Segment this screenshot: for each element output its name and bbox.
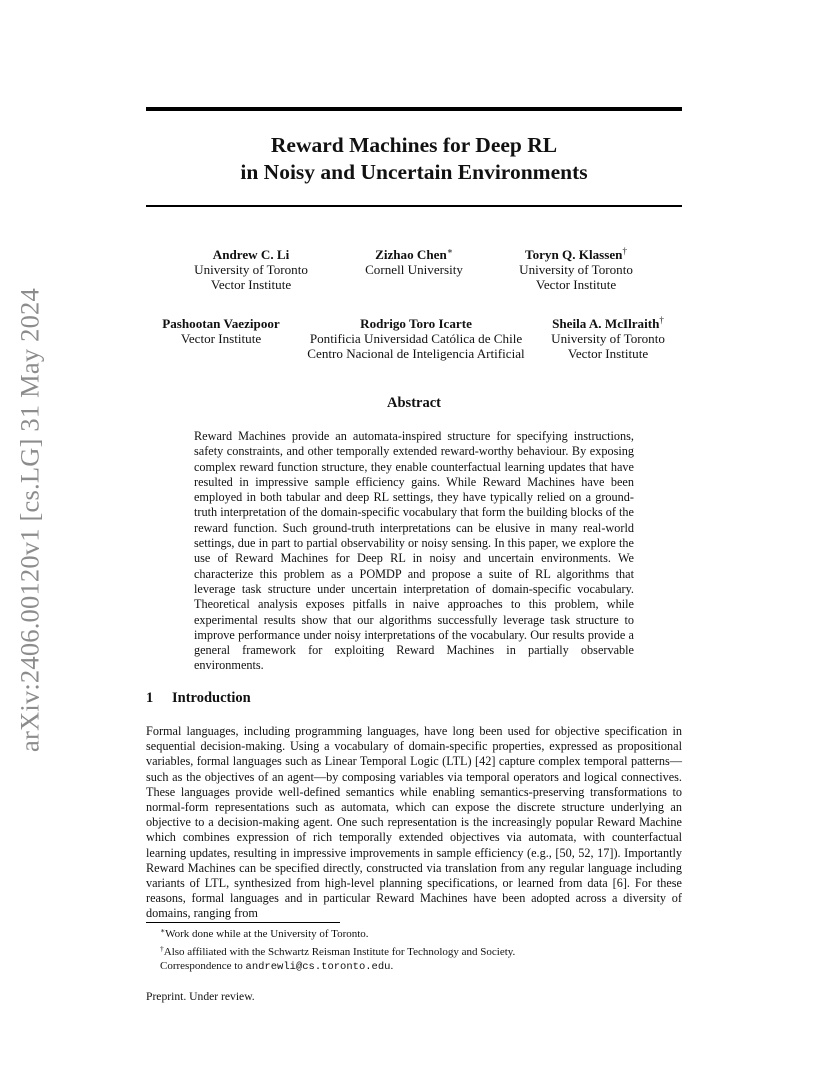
abstract-text: Reward Machines provide an automata-inspired structure for specifying instructions, safety constraints, and other temporally extended reward-worthy behaviour. By exposing complex reward function structure, they enable counterfactual learning updates that have resulted in impressive sample efficiency gains. While Reward Machines have been employed in both tabular and deep RL settings, they have typically relied on a ground-truth interpretation of the domain-specific vocabulary that form the building blocks of the reward function. Such ground-truth interpretations can be elusive in many real-world settings, due in part to partial observability or noisy sensing. In this paper, we explore the use of Reward Machines for Deep RL in noisy and uncertain environments. We characterize this problem as a POMDP and propose a suite of RL algorithms that leverage task structure under uncertain interpretation of domain-specific vocabulary. Theoretical analysis exposes pitfalls in naive approaches to this problem, while experimental results show that our algorithms successfully leverage task structure to improve performance under noisy interpretations of the vocabulary. Our results provide a general framework for exploiting Reward Machines in partially observable environments.	[194, 429, 634, 673]
footnote-correspondence: Correspondence to andrewli@cs.toronto.edu.	[160, 960, 394, 974]
section-title: Introduction	[172, 690, 251, 706]
author-affiliation: Centro Nacional de Inteligencia Artificial	[307, 346, 525, 361]
title-line-2: in Noisy and Uncertain Environments	[240, 160, 588, 184]
author-block	[506, 244, 646, 292]
author-block	[181, 244, 321, 292]
arxiv-stamp	[10, 280, 50, 760]
author-block	[151, 313, 291, 346]
arxiv-identifier: arXiv:2406.00120v1 [cs.LG] 31 May 2024	[14, 288, 45, 752]
author-affiliation: University of Toronto	[519, 262, 633, 277]
author-name: Andrew C. Li	[212, 247, 290, 262]
section-heading-introduction	[146, 690, 251, 707]
author-affiliation: Vector Institute	[210, 277, 292, 292]
footnotes	[160, 924, 680, 975]
author-block	[296, 313, 536, 361]
author-name: Pashootan Vaezipoor	[162, 316, 280, 331]
paper-title	[146, 132, 682, 186]
title-bottom-rule	[146, 205, 682, 207]
author-affiliation: Vector Institute	[180, 331, 262, 346]
introduction-text: Formal languages, including programming languages, have long been used for objective specification in sequential decision-making. Using a vocabulary of domain-specific properties, expressed as propositional variables, formal languages such as Linear Temporal Logic (LTL) [42] capture complex temporal patterns—such as the objectives of an agent—by composing variables via temporal operators and logical connectives. These languages provide well-defined semantics while enabling semantics-preserving transformations to normal-form representations such as automata, which can expose the discrete structure underlying an objective to a decision-making agent. One such representation is the increasingly popular Reward Machine which combines expression of rich temporally extended objectives via automata, with counterfactual learning updates, resulting in impressive improvements in sample efficiency (e.g., [50, 52, 17]). Importantly Reward Machines can be specified directly, constructed via translation from any regular language including variants of LTL, synthesized from high-level planning specifications, or learned from data [6]. For these reasons, formal languages and in particular Reward Machines have been adopted across a diversity of domains, ranging from	[146, 724, 682, 921]
author-affiliation: Vector Institute	[535, 277, 617, 292]
title-line-1: Reward Machines for Deep RL	[270, 133, 558, 157]
author-affiliation: Cornell University	[365, 262, 463, 277]
author-block	[344, 244, 484, 277]
footnote-1: ∗Work done while at the University of Toronto.	[160, 926, 369, 940]
author-name: Zizhao Chen∗	[375, 246, 453, 262]
author-affiliation: Vector Institute	[567, 346, 649, 361]
preprint-notice: Preprint. Under review.	[146, 990, 255, 1003]
author-block	[538, 313, 678, 361]
author-affiliation: University of Toronto	[194, 262, 308, 277]
author-name: Toryn Q. Klassen†	[525, 246, 627, 262]
section-number: 1	[146, 690, 154, 706]
footnote-2: †Also affiliated with the Schwartz Reisman Institute for Technology and Society.	[160, 943, 516, 958]
footnote-rule	[146, 922, 340, 923]
correspondence-email[interactable]: andrewli@cs.toronto.edu	[245, 961, 391, 974]
author-name: Sheila A. McIlraith†	[552, 315, 664, 331]
author-name: Rodrigo Toro Icarte	[360, 316, 472, 331]
author-affiliation: Pontificia Universidad Católica de Chile	[309, 331, 523, 346]
title-top-rule	[146, 107, 682, 111]
author-affiliation: University of Toronto	[551, 331, 665, 346]
abstract-heading: Abstract	[387, 395, 441, 411]
